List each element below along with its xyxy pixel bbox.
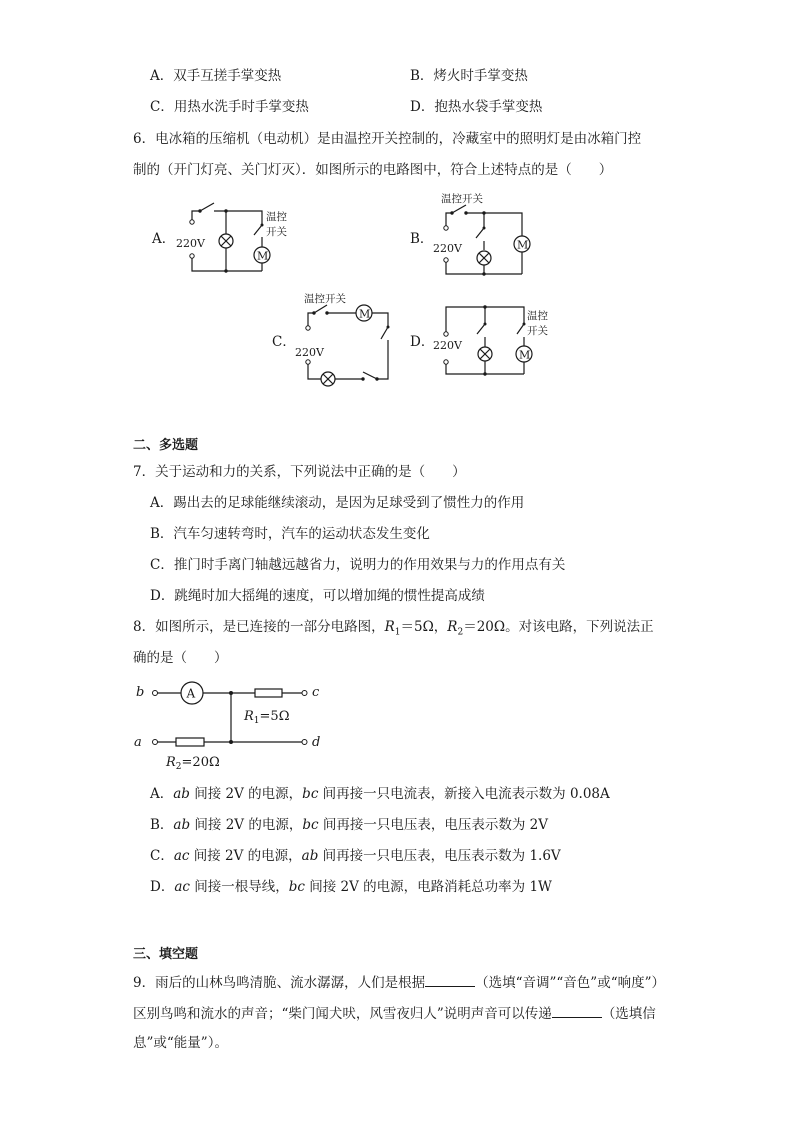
q8-stem-line2: 确的是（ ）: [133, 650, 228, 666]
q6-c-voltage: 220V: [295, 346, 324, 359]
q8-fig-a: a: [134, 735, 142, 750]
q6-b-voltage: 220V: [433, 242, 462, 255]
q9-line2: 区别鸟鸣和流水的声音；“柴门闻犬吠，风雪夜归人”说明声音可以传递 （选填信: [133, 1002, 656, 1024]
q8-fig-b: b: [136, 685, 145, 700]
q6-stem-line1: 6．电冰箱的压缩机（电动机）是由温控开关控制的，冷藏室中的照明灯是由冰箱门控: [133, 131, 642, 147]
q6-label-d: D．: [410, 334, 435, 350]
section-heading-fill-blank: 三、填空题: [133, 947, 199, 962]
q6-stem-line2: 制的（开门灯亮、关门灯灭）．如图所示的电路图中，符合上述特点的是（ ）: [133, 162, 613, 178]
q6-a-switch-label-1: 温控: [266, 211, 287, 223]
section-heading-multiple-choice: 二、多选题: [133, 438, 199, 453]
q6-circuit-d: [428, 296, 558, 386]
q7-stem: 7．关于运动和力的关系，下列说法中正确的是（ ）: [133, 464, 466, 480]
q8-option-a: A．ab 间接 2V 的电源，bc 间再接一只电流表，新接入电流表示数为 0.08A: [150, 786, 610, 802]
q6-circuit-b: [428, 186, 548, 281]
q6-label-c: C．: [272, 334, 296, 350]
q8-option-c: C．ac 间接 2V 的电源，ab 间再接一只电压表，电压表示数为 1.6V: [150, 848, 561, 864]
q6-label-a: A．: [152, 231, 176, 247]
q8-option-d: D．ac 间接一根导线，bc 间接 2V 的电源，电路消耗总功率为 1W: [150, 879, 552, 895]
q5-option-d: D．抱热水袋手掌变热: [410, 99, 543, 115]
q7-option-d: D．跳绳时加大摇绳的速度，可以增加绳的惯性提高成绩: [150, 588, 485, 604]
q8-circuit: [130, 680, 340, 775]
q6-d-motor-label: M: [519, 348, 531, 362]
q6-d-voltage: 220V: [433, 339, 462, 352]
q8-option-b: B．ab 间接 2V 的电源，bc 间再接一只电压表，电压表示数为 2V: [150, 817, 548, 833]
q6-b-motor-label: M: [517, 238, 529, 252]
q5-option-b: B．烤火时手掌变热: [410, 68, 528, 84]
q7-option-a: A．踢出去的足球能继续滚动，是因为足球受到了惯性力的作用: [150, 495, 525, 511]
q8-fig-r1-label: $R_1=5\Omega$: [244, 709, 290, 726]
q6-label-b: B．: [410, 231, 434, 247]
q8-fig-d: d: [312, 735, 321, 750]
q8-fig-ammeter: A: [186, 686, 196, 701]
q6-b-switch-label: 温控开关: [441, 193, 483, 205]
q8-fig-c: c: [312, 685, 320, 700]
q9-line3: 息”或“能量”）。: [133, 1035, 228, 1051]
q6-a-motor-label: M: [257, 249, 269, 263]
q8-fig-r2-label: $R_2=20\Omega$: [166, 755, 220, 772]
q6-d-switch-label-2: 开关: [527, 325, 548, 337]
q7-option-c: C．推门时手离门轴越远越省力，说明力的作用效果与力的作用点有关: [150, 557, 566, 573]
q6-c-motor-label: M: [359, 307, 371, 321]
q5-option-c: C．用热水洗手时手掌变热: [150, 99, 309, 115]
q9-blank-1[interactable]: [425, 971, 475, 987]
q6-c-switch-label: 温控开关: [304, 293, 346, 305]
q6-a-voltage: 220V: [176, 237, 205, 250]
q5-option-a: A．双手互搓手掌变热: [150, 68, 282, 84]
q6-d-switch-label-1: 温控: [527, 310, 548, 322]
q6-circuit-a: [170, 195, 300, 280]
q9-line1: 9．雨后的山林鸟鸣清脆、流水潺潺，人们是根据 （选填“音调”“音色”或“响度”）: [133, 971, 665, 993]
q6-circuit-c: [290, 288, 410, 393]
q7-option-b: B．汽车匀速转弯时，汽车的运动状态发生变化: [150, 526, 430, 542]
q9-blank-2[interactable]: [552, 1002, 602, 1018]
q6-a-switch-label-2: 开关: [266, 226, 287, 238]
q8-stem-line1: 8．如图所示，是已连接的一部分电路图，$R_1=5\Omega$，$R_2=20\Omega$。对该电路，下列说法正: [133, 619, 654, 638]
